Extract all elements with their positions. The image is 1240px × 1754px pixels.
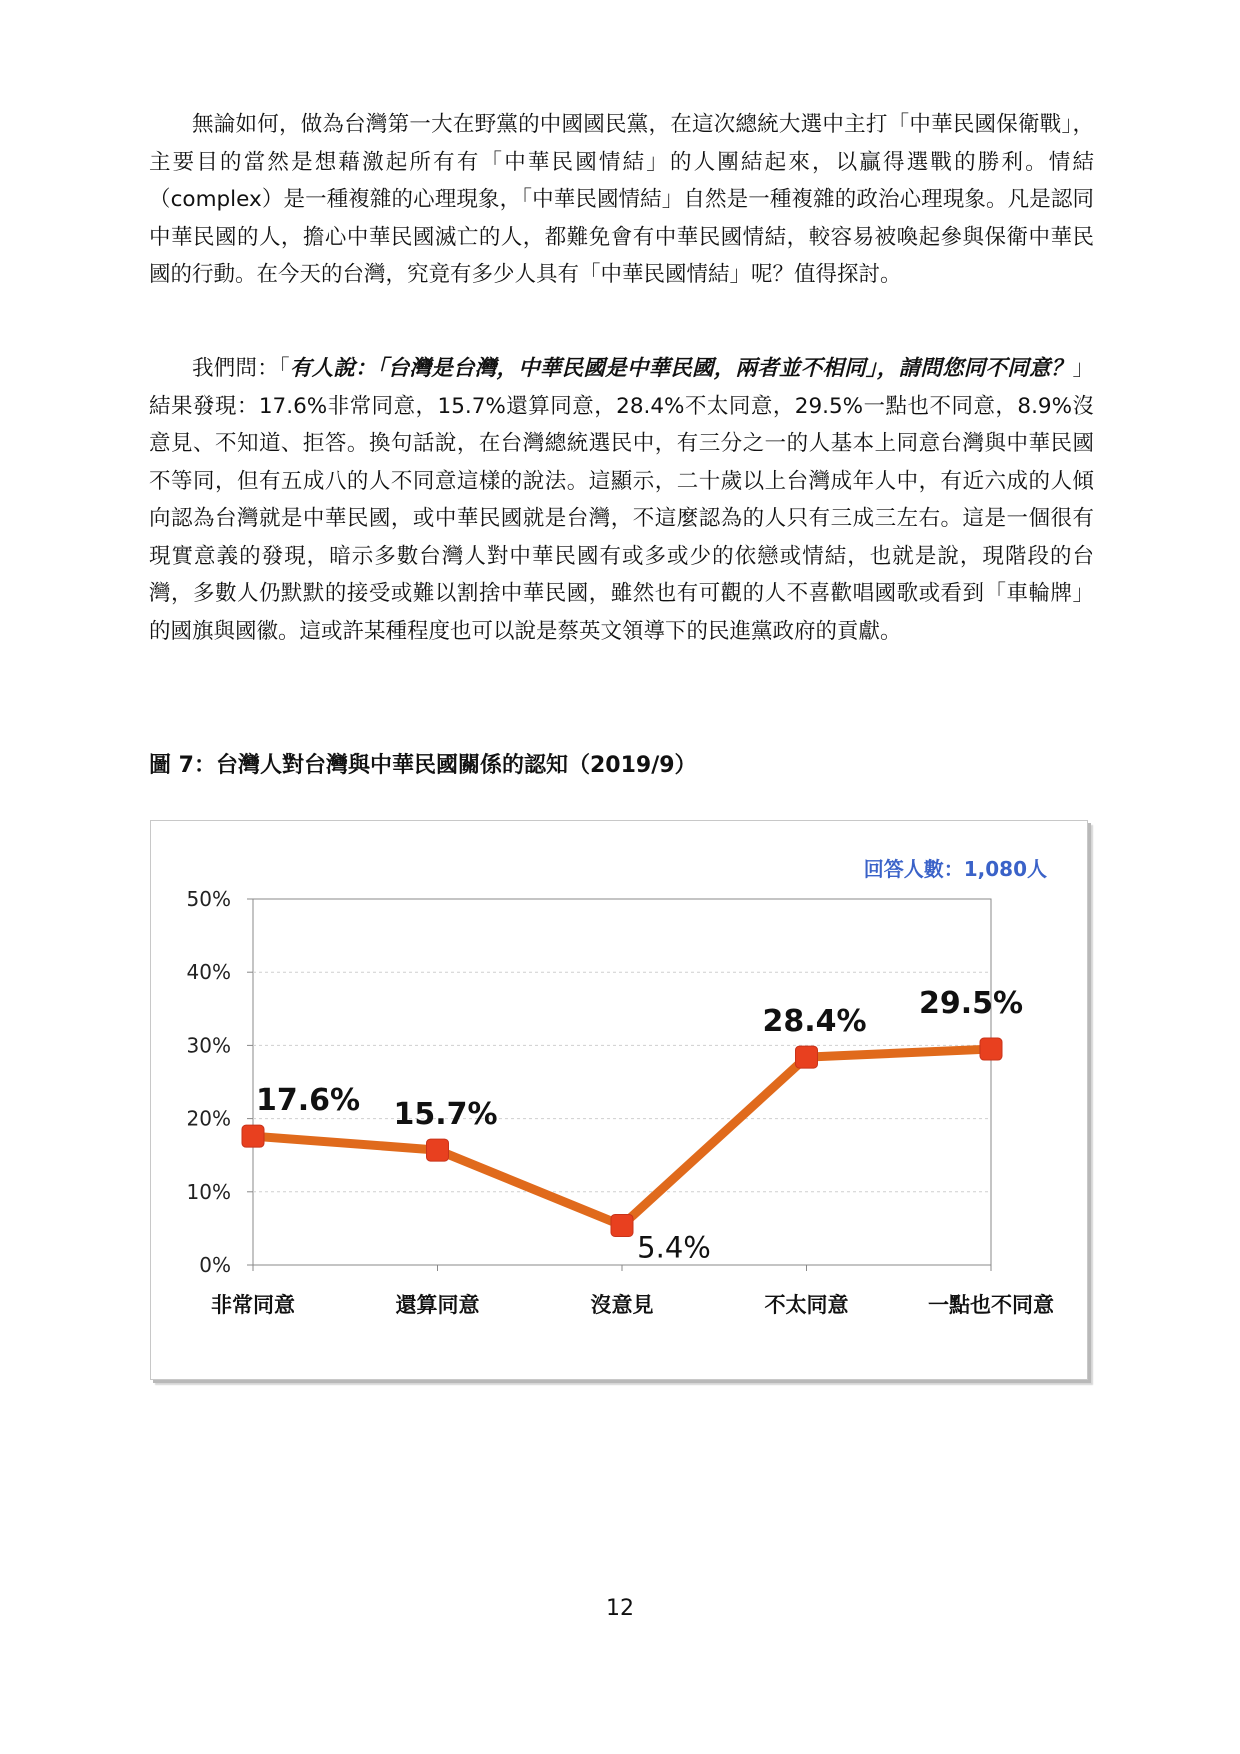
data-point xyxy=(242,1125,264,1147)
paragraph-2 xyxy=(149,350,1094,650)
page-number: 12 xyxy=(606,1596,634,1621)
data-label: 28.4% xyxy=(762,1004,867,1040)
x-tick-label: 一點也不同意 xyxy=(928,1293,1054,1317)
survey-question: 有人說：「台灣是台灣，中華民國是中華民國，兩者並不相同」，請問您同不同意？ xyxy=(289,356,1073,381)
y-tick-label: 40% xyxy=(186,960,231,985)
paragraph-2-rest: 」結果發現：17.6%非常同意，15.7%還算同意，28.4%不太同意，29.5%一點也不同意，8.9%沒意見、不知道、拒答。換句話說，在台灣總統選民中，有三分之一的人基本上同意台灣與中華民國不等同，但有五成八的人不同意這樣的說法。這顯示，二十歲以上台灣成年人中，有近六成的人傾向認為台灣就是中華民國，或中華民國就是台灣，不這麼認為的人只有三成三左右。這是一個很有現實意義的發現，暗示多數台灣人對中華民國有或多或少的依戀或情結，也就是說，現階段的台灣，多數人仍默默的接受或難以割捨中華民國，雖然也有可觀的人不喜歡唱國歌或看到「車輪牌」的國旗與國徽。這或許某種程度也可以說是蔡英文領導下的民進黨政府的貢獻。 xyxy=(149,356,1094,644)
y-tick-label: 10% xyxy=(186,1179,231,1204)
chart-frame xyxy=(150,820,1088,1380)
data-label: 5.4% xyxy=(637,1230,711,1265)
plot-area xyxy=(253,899,991,1265)
data-label: 17.6% xyxy=(255,1083,361,1119)
y-tick-label: 0% xyxy=(199,1253,231,1277)
x-tick-label: 沒意見 xyxy=(590,1293,654,1317)
paragraph-2-lead: 我們問：「 xyxy=(192,356,290,381)
y-tick-label: 30% xyxy=(186,1033,231,1058)
x-tick-label: 不太同意 xyxy=(764,1293,849,1317)
y-tick-label: 20% xyxy=(186,1106,231,1131)
series-line xyxy=(253,1049,991,1225)
data-point xyxy=(796,1046,818,1068)
data-point xyxy=(611,1214,633,1236)
data-point xyxy=(427,1139,449,1161)
x-tick-label: 非常同意 xyxy=(211,1293,295,1317)
x-tick-label: 還算同意 xyxy=(395,1293,480,1317)
paragraph-1: 無論如何，做為台灣第一大在野黨的中國國民黨，在這次總統大選中主打「中華民國保衛戰」，主要目的當然是想藉激起所有有「中華民國情結」的人團結起來，以贏得選戰的勝利。情結（complex）是一種複雜的心理現象，「中華民國情結」自然是一種複雜的政治心理現象。凡是認同中華民國的人，擔心中華民國滅亡的人，都難免會有中華民國情結，較容易被喚起參與保衛中華民國的行動。在今天的台灣，究竟有多少人具有「中華民國情結」呢？值得探討。 xyxy=(149,112,1094,287)
y-tick-label: 50% xyxy=(186,887,231,911)
data-label: 29.5% xyxy=(918,986,1024,1022)
respondents-note: 回答人數：1,080人 xyxy=(863,857,1047,881)
data-label: 15.7% xyxy=(393,1097,498,1133)
line-chart xyxy=(151,821,1087,1379)
figure-caption: 圖 7：台灣人對台灣與中華民國關係的認知（2019/9） xyxy=(149,753,697,778)
data-point xyxy=(980,1038,1002,1060)
